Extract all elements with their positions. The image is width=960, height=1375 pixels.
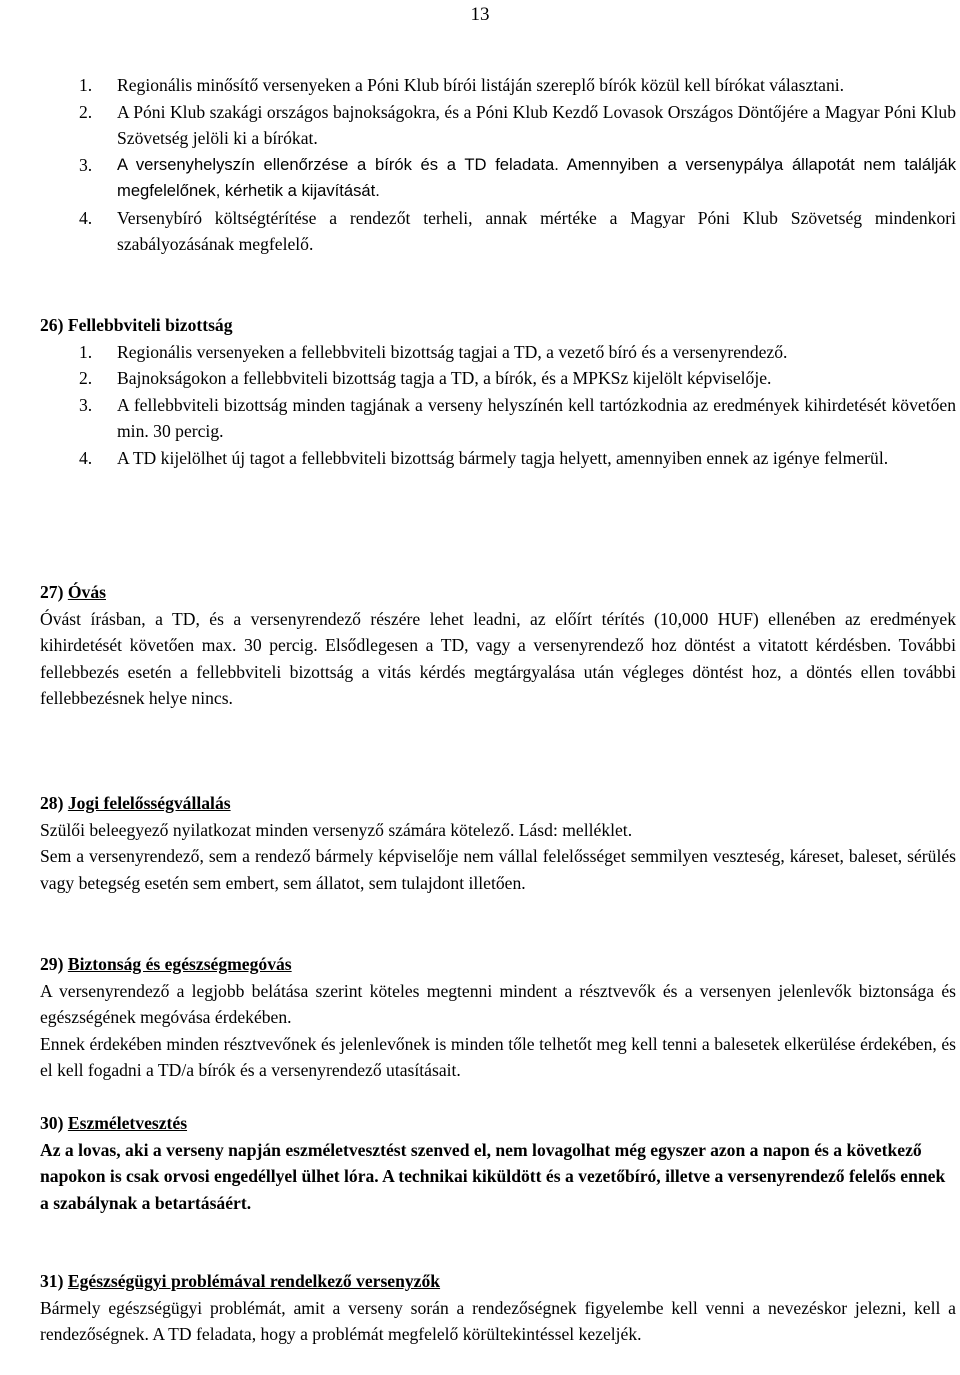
list-number: 4.	[79, 447, 93, 468]
list-item	[40, 365, 956, 392]
top-list-section	[40, 72, 956, 258]
list-item	[40, 445, 956, 472]
paragraph: Az a lovas, aki a verseny napján eszméletvesztést szenved el, nem lovagolhat még egyszer azon a napon és a következő napokon is csak orvosi engedéllyel ülhet lóra. A technikai kiküldött és a vezetőbíró, illetve a versenyrendező felelős ennek a szabálynak a betartásáért.	[40, 1139, 946, 1213]
list-text: Regionális versenyeken a fellebbviteli bizottság tagjai a TD, a vezető bíró és a versenyrendező.	[117, 341, 788, 362]
list-text-part-a: A versenyhelyszín ellenőrzése a bírók és a TD feladata.	[117, 154, 559, 174]
section-heading	[40, 790, 956, 817]
list-number: 2.	[79, 368, 93, 388]
section-heading	[40, 951, 956, 978]
list-text: A fellebbviteli bizottság minden tagjának a verseny helyszínén kell tartózkodnia az eredmények kihirdetését követően min. 30 percig.	[117, 394, 956, 441]
list-number: 3.	[79, 394, 93, 415]
list-item	[40, 72, 956, 99]
section-30	[40, 1110, 956, 1216]
list-text-part-b: Amennyiben a versenypálya állapotát nem találják megfelelőnek, kérhetik a kijavítását.	[117, 154, 956, 200]
list-text: A Póni Klub szakági országos bajnokságokra, és a Póni Klub Kezdő Lovasok Országos Döntőjére a Magyar Póni Klub Szövetség jelöli ki a bírókat.	[117, 101, 956, 148]
list-text: A TD kijelölhet új tagot a fellebbviteli bizottság bármely tagja helyett, amennyiben ennek az igénye felmerül.	[117, 447, 889, 468]
list-item	[40, 99, 956, 152]
section-heading	[40, 1110, 956, 1137]
section-26	[40, 312, 956, 471]
list-item	[40, 339, 956, 366]
section-title: Jogi felelősségvállalás	[67, 793, 231, 813]
section-number: 31)	[40, 1271, 64, 1291]
section-title: Óvás	[67, 582, 106, 602]
section-26-list	[40, 339, 956, 472]
list-number: 1.	[79, 341, 93, 362]
paragraph: Óvást írásban, a TD, és a versenyrendező részére lehet leadni, az előírt térítés (10,000 HUF) ellenében az eredmények kihirdetését követően max. 30 percig. Elsődlegesen a TD, vagy a versenyrendező hoz döntést a vitatott kérdésben. További fellebbezés esetén a fellebbviteli bizottság a vitás kérdés megtárgyalása után végleges döntést hoz, a döntés ellen további fellebbezésnek helye nincs.	[40, 608, 956, 708]
section-heading	[40, 579, 956, 606]
list-text: Regionális minősítő versenyeken a Póni Klub bírói listáján szereplő bírók közül kell bírókat választani.	[117, 75, 845, 95]
list-item	[40, 205, 956, 258]
section-heading: 26) Fellebbviteli bizottság	[40, 315, 233, 335]
section-number: 30)	[40, 1113, 64, 1133]
paragraph: A versenyrendező a legjobb belátása szerint köteles megtenni mindent a résztvevők és a versenyen jelenlevők biztonsága és egészségének megóvása érdekében.	[40, 980, 956, 1027]
paragraph: Szülői beleegyező nyilatkozat minden versenyző számára kötelező. Lásd: melléklet.	[40, 819, 633, 840]
list-number: 4.	[79, 207, 93, 228]
section-31	[40, 1268, 956, 1348]
list-number: 1.	[79, 75, 93, 95]
paragraph: Ennek érdekében minden résztvevőnek és jelenlevőnek is minden tőle telhetőt meg kell tenni a balesetek elkerülése érdekében, és el kell fogadni a TD/a bírók és a versenyrendező utasításait.	[40, 1033, 956, 1080]
list-item	[40, 392, 956, 445]
paragraph: Bármely egészségügyi problémát, amit a verseny során a rendezőségnek figyelembe kell venni a nevezéskor jelezni, kell a rendezőségnek. A TD feladata, hogy a problémát megfelelő körültekintéssel kezeljék.	[40, 1297, 956, 1344]
list-number: 2.	[79, 101, 93, 122]
section-title: Egészségügyi problémával rendelkező versenyzők	[67, 1271, 441, 1291]
section-29	[40, 951, 956, 1084]
section-heading	[40, 1268, 956, 1295]
section-number: 28)	[40, 793, 64, 813]
list-number: 3.	[79, 154, 93, 175]
section-number: 27)	[40, 582, 64, 602]
page-number: 13	[470, 4, 490, 25]
list-text	[117, 152, 956, 205]
list-text: Versenybíró költségtérítése a rendezőt terheli, annak mértéke a Magyar Póni Klub Szövetség mindenkori szabályozásának megfelelő.	[117, 207, 956, 254]
section-title: Eszméletvesztés	[67, 1113, 188, 1133]
section-number: 29)	[40, 954, 64, 974]
list-text: Bajnokságokon a fellebbviteli bizottság tagja a TD, a bírók, és a MPKSz kijelölt képviselője.	[117, 368, 772, 388]
list-item	[40, 152, 956, 205]
top-list	[40, 72, 956, 258]
paragraph: Sem a versenyrendező, sem a rendező bármely képviselője nem vállal felelősséget semmilyen veszteség, káreset, baleset, sérülés vagy betegség esetén sem embert, sem állatot, sem tulajdont illetően.	[40, 846, 956, 893]
section-title: Biztonság és egészségmegóvás	[67, 954, 292, 974]
section-28	[40, 790, 956, 896]
section-27	[40, 579, 956, 712]
